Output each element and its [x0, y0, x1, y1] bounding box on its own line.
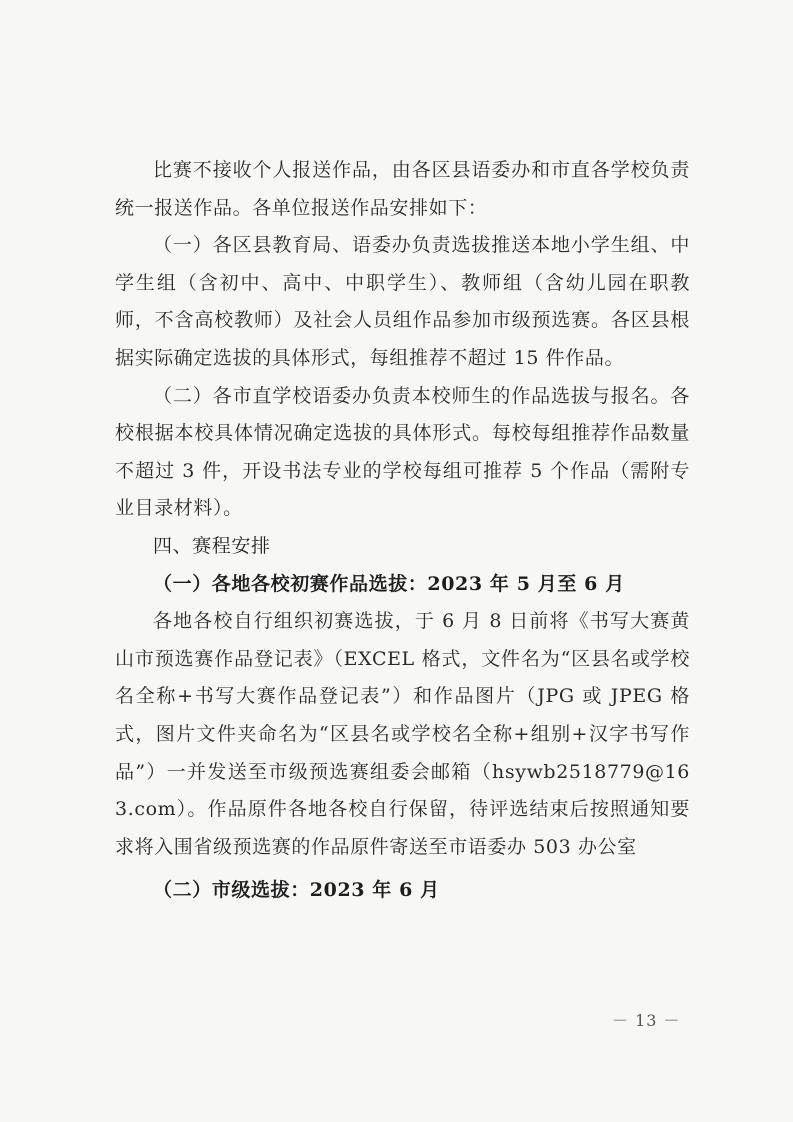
county-selection-paragraph: （一）各区县教育局、语委办负责选拔推送本地小学生组、中学生组（含初中、高中、中职学生）、教师组（含幼儿园在职教师，不含高校教师）及社会人员组作品参加市级预选赛。各区县根据实际确定选拔的具体形式，每组推荐不超过 15 件作品。	[115, 234, 690, 369]
intro-paragraph: 比赛不接收个人报送作品，由各区县语委办和市直各学校负责统一报送作品。各单位报送作品安排如下：	[115, 159, 690, 219]
school-selection-paragraph: （二）各市直学校语委办负责本校师生的作品选拔与报名。各校根据本校具体情况确定选拔的具体形式。每校每组推荐作品数量不超过 3 件，开设书法专业的学校每组可推荐 5 个作品（需附专业目录材料）。	[115, 384, 690, 520]
document-body	[115, 152, 690, 910]
subsection-1-title: （一）各地各校初赛作品选拔：2023 年 5 月至 6 月	[153, 572, 625, 595]
page-number: － 13 －	[612, 1011, 681, 1030]
subsection-1-body: 各地各校自行组织初赛选拔，于 6 月 8 日前将《书写大赛黄山市预选赛作品登记表》（EXCEL 格式，文件名为“区县名或学校名全称+书写大赛作品登记表”）和作品图片（JPG 或 JPEG 格式，图片文件夹命名为“区县名或学校名全称+组别+汉字书写作品”）一并发送至市级预选赛组委会邮箱（hsywb2518779@163.com）。作品原件各地各校自行保留，待评选结束后按照通知要求将入围省级预选赛的作品原件寄送至市语委办 503 办公室	[115, 610, 690, 858]
section-heading: 四、赛程安排	[153, 534, 271, 557]
subsection-2-title: （二）市级选拔：2023 年 6 月	[153, 879, 440, 902]
